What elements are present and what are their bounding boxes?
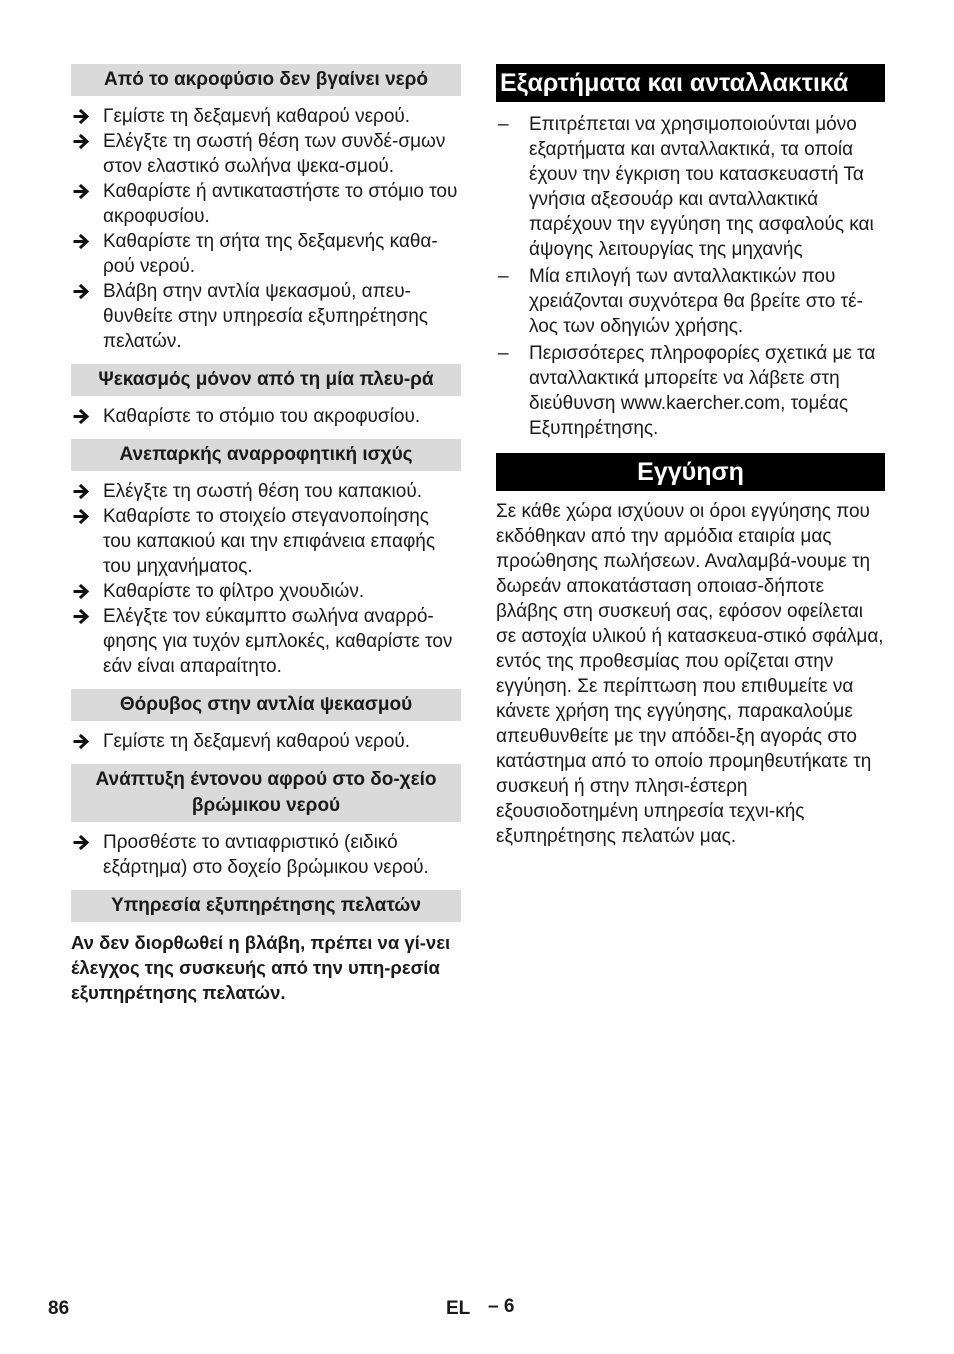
list-item-text: Περισσότερες πληροφορίες σχετικά με τα ανταλλακτικά μπορείτε να λάβετε στη διεύθυνση www.kaercher.com, τομέας Εξυπηρέτησης.: [529, 343, 876, 439]
right-column: [496, 64, 885, 849]
list-item: [71, 179, 461, 229]
list-item-text: Ελέγξτε τον εύκαμπτο σωλήνα αναρρό-φησης για τυχόν εμπλοκές, καθαρίστε τον εάν είναι απαραίτητο.: [103, 606, 453, 677]
list-item: [496, 341, 885, 441]
list-item-text: Ελέγξτε τη σωστή θέση των συνδέ-σμων στον ελαστικό σωλήνα ψεκα-σμού.: [103, 131, 446, 177]
list-item: [71, 404, 461, 429]
arrow-right-icon: [73, 404, 93, 429]
list-item-text: Βλάβη στην αντλία ψεκασμού, απευ-θυνθείτε στην υπηρεσία εξυπηρέτησης πελατών.: [103, 281, 428, 352]
dash-bullet: –: [498, 114, 509, 135]
section-title-pump-noise: Θόρυβος στην αντλία ψεκασμού: [71, 689, 461, 721]
list-item: [71, 729, 461, 754]
bullet-list: [71, 729, 461, 754]
list-item: [496, 264, 885, 339]
list-item-text: Μία επιλογή των ανταλλακτικών που χρειάζονται συχνότερα θα βρείτε στο τέ-λος των οδηγιών χρήσης.: [529, 266, 863, 337]
section-page-number: – 6: [488, 1296, 515, 1317]
section-title-one-side-spray: Ψεκασμός μόνον από τη μία πλευ-ρά: [71, 364, 461, 396]
dash-bullet: –: [498, 266, 509, 287]
arrow-right-icon: [73, 104, 93, 129]
arrow-right-icon: [73, 179, 93, 204]
list-item: [71, 479, 461, 504]
list-item: [71, 579, 461, 604]
bullet-list: [71, 830, 461, 880]
list-item: [71, 104, 461, 129]
arrow-right-icon: [73, 604, 93, 629]
arrow-right-icon: [73, 279, 93, 304]
list-item: [496, 112, 885, 262]
dash-bullet: –: [498, 343, 509, 364]
left-column: [71, 64, 461, 1005]
list-item-text: Καθαρίστε ή αντικαταστήστε το στόμιο του ακροφυσίου.: [103, 181, 458, 227]
list-item: [71, 830, 461, 880]
list-item-text: Επιτρέπεται να χρησιμοποιούνται μόνο εξαρτήματα και ανταλλακτικά, τα οποία έχουν την έγκριση του κατασκευαστή Τα γνήσια αξεσουάρ και ανταλλακτικά παρέχουν την εγγύηση της ασφαλούς και άψογης λειτουργίας της μηχανής: [529, 114, 874, 260]
customer-service-text: Αν δεν διορθωθεί η βλάβη, πρέπει να γί-νει έλεγχος της συσκευής από την υπη-ρεσία εξυπηρέτησης πελατών.: [71, 932, 451, 1003]
arrow-right-icon: [73, 479, 93, 504]
section-title-suction: Ανεπαρκής αναρροφητική ισχύς: [71, 439, 461, 471]
list-item: [71, 279, 461, 354]
warranty-text: Σε κάθε χώρα ισχύουν οι όροι εγγύησης που εκδόθηκαν από την αρμόδια εταιρία μας προώθησης πωλήσεων. Αναλαμβά-νουμε τη δωρεάν αποκατάσταση οποιασ-δήποτε βλάβης στη συσκευή σας, εφόσον οφείλεται σε αστοχία υλικού ή κατασκευα-στικό σφάλμα, εντός της προθεσμίας που ορίζεται στην εγγύηση. Σε περίπτωση που επιθυμείτε να κάνετε χρήση της εγγύησης, παρακαλούμε απευθυνθείτε με την απόδει-ξη αγοράς στο κατάστημα από το οποίο προμηθευτήκατε τη συσκευή ή στην πλησι-έστερη εξουσιοδοτημένη υπηρεσία τεχνι-κής εξυπηρέτησης πελατών μας.: [496, 501, 884, 847]
list-item: [71, 604, 461, 679]
bullet-list: [71, 104, 461, 354]
language-code: EL: [446, 1298, 471, 1319]
page-number: 86: [48, 1298, 70, 1319]
list-item-text: Προσθέστε το αντιαφριστικό (ειδικό εξάρτημα) στο δοχείο βρώμικου νερού.: [103, 832, 429, 878]
arrow-right-icon: [73, 579, 93, 604]
list-item-text: Καθαρίστε τη σήτα της δεξαμενής καθα-ρού νερού.: [103, 231, 438, 277]
warranty-heading: Εγγύηση: [496, 453, 885, 491]
section-title-customer-service: Υπηρεσία εξυπηρέτησης πελατών: [71, 890, 461, 922]
arrow-right-icon: [73, 830, 93, 855]
list-item-text: Καθαρίστε το φίλτρο χνουδιών.: [103, 581, 365, 602]
section-title-no-water: Από το ακροφύσιο δεν βγαίνει νερό: [71, 64, 461, 96]
arrow-right-icon: [73, 729, 93, 754]
arrow-right-icon: [73, 504, 93, 529]
list-item-text: Καθαρίστε το στόμιο του ακροφυσίου.: [103, 406, 421, 427]
list-item-text: Γεμίστε τη δεξαμενή καθαρού νερού.: [103, 106, 411, 127]
parts-heading: Εξαρτήματα και ανταλλακτικά: [496, 64, 885, 102]
arrow-right-icon: [73, 229, 93, 254]
bullet-list: [71, 404, 461, 429]
dash-list: [496, 112, 885, 441]
list-item: [71, 229, 461, 279]
list-item-text: Γεμίστε τη δεξαμενή καθαρού νερού.: [103, 731, 411, 752]
section-title-foam: Ανάπτυξη έντονου αφρού στο δο-χείο βρώμικου νερού: [71, 764, 461, 822]
arrow-right-icon: [73, 129, 93, 154]
list-item-text: Καθαρίστε το στοιχείο στεγανοποίησης του καπακιού και την επιφάνεια επαφής του μηχανήματος.: [103, 506, 436, 577]
list-item: [71, 504, 461, 579]
list-item: [71, 129, 461, 179]
bullet-list: [71, 479, 461, 679]
list-item-text: Ελέγξτε τη σωστή θέση του καπακιού.: [103, 481, 423, 502]
